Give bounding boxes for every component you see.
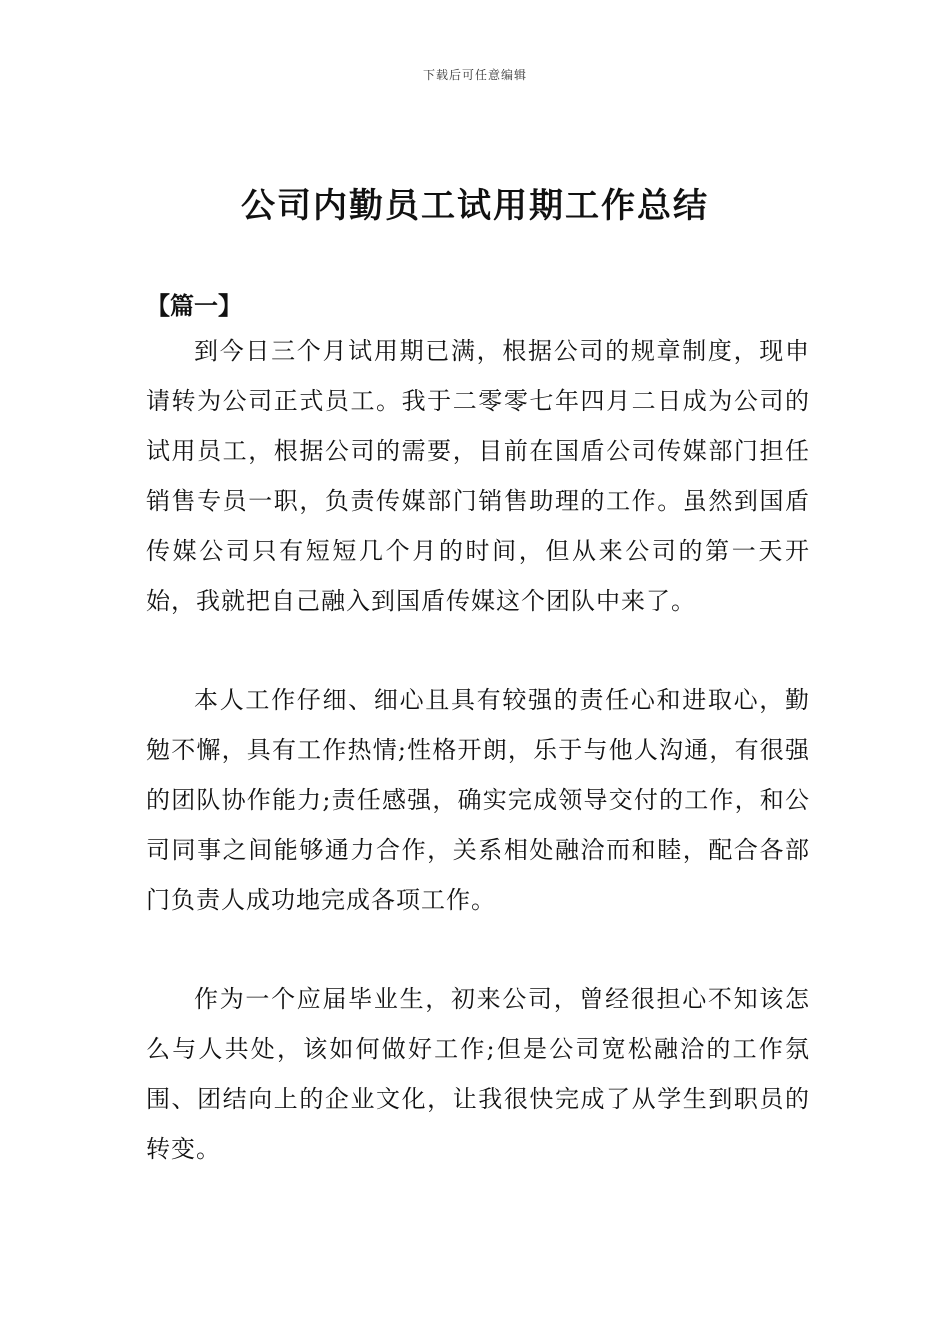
paragraph-2: 本人工作仔细、细心且具有较强的责任心和进取心，勤勉不懈，具有工作热情;性格开朗，乐于与他人沟通，有很强的团队协作能力;责任感强，确实完成领导交付的工作，和公司同事之间能够通力合作，关系相处融洽而和睦，配合各部门负责人成功地完成各项工作。 [146, 686, 810, 914]
paragraph-1: 到今日三个月试用期已满，根据公司的规章制度，现申请转为公司正式员工。我于二零零七年四月二日成为公司的试用员工，根据公司的需要，目前在国盾公司传媒部门担任销售专员一职，负责传媒部门销售助理的工作。虽然到国盾传媒公司只有短短几个月的时间，但从来公司的第一天开始，我就把自己融入到国盾传媒这个团队中来了。 [146, 337, 810, 615]
document-title: 公司内勤员工试用期工作总结 [241, 186, 709, 226]
paragraph-3: 作为一个应届毕业生，初来公司，曾经很担心不知该怎么与人共处，该如何做好工作;但是公司宽松融洽的工作氛围、团结向上的企业文化，让我很快完成了从学生到职员的转变。 [146, 985, 810, 1163]
header-note: 下载后可任意编辑 [422, 68, 527, 82]
section-label: 【篇一】 [146, 291, 242, 320]
